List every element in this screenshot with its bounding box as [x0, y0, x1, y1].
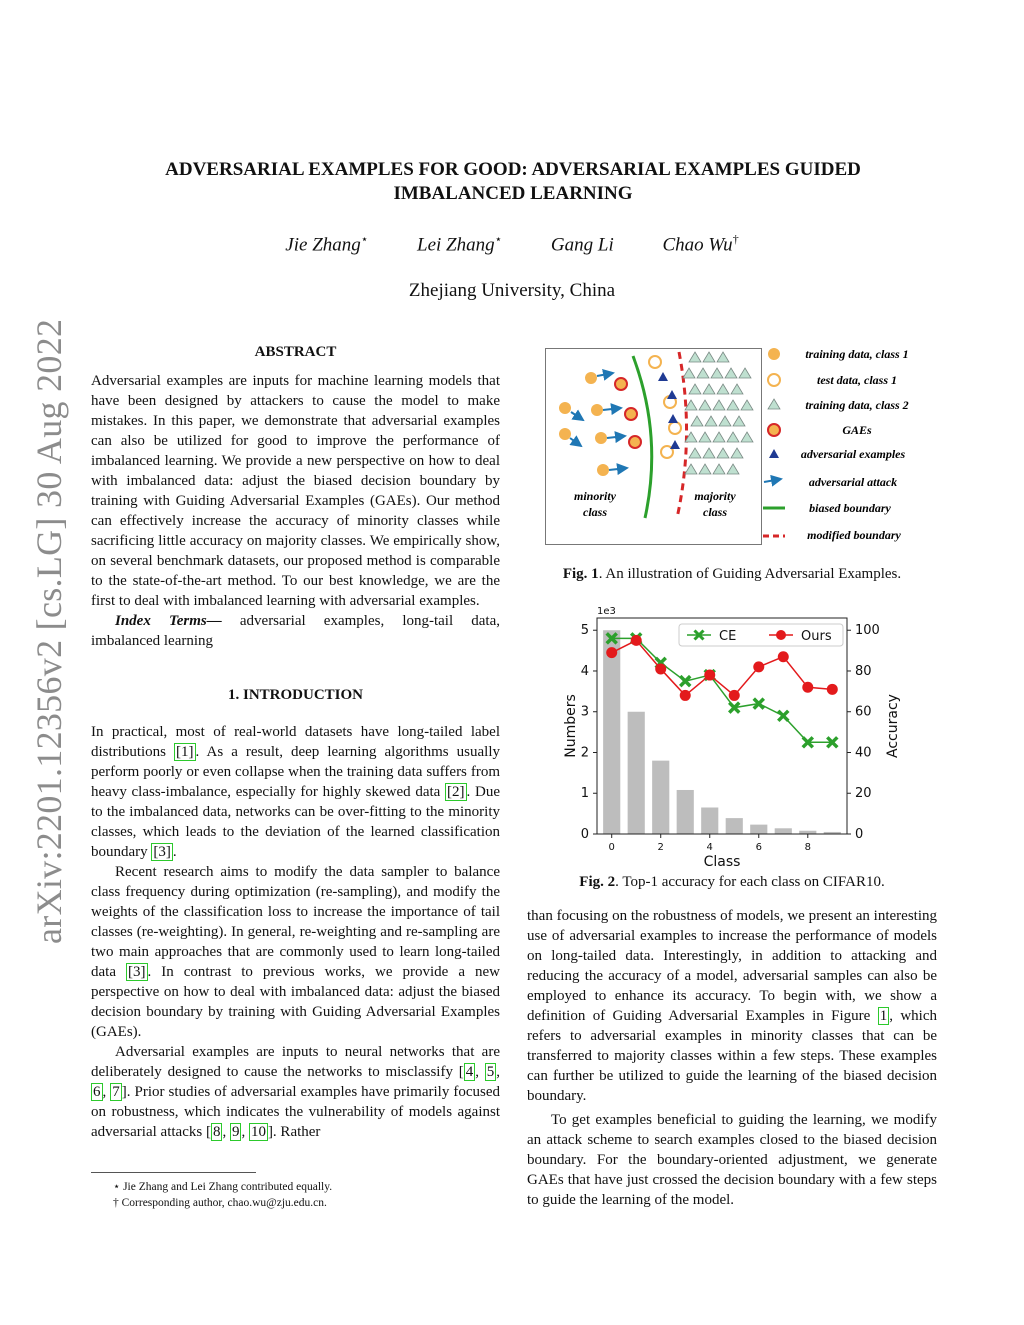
legend-label-ours: Ours	[801, 629, 832, 644]
legend-label: modified boundary	[807, 528, 901, 542]
point-ce-3	[680, 676, 690, 686]
right-tick-label: 40	[855, 745, 872, 761]
point-ours-8	[802, 682, 813, 693]
bar-class-6	[750, 825, 767, 834]
author: Gang Li	[550, 234, 614, 256]
minority-class-label-2: class	[583, 505, 607, 519]
author: Chao Wu†	[662, 232, 739, 256]
right-tick-label: 80	[855, 663, 872, 679]
majority-class-label-1: majority	[694, 489, 736, 503]
left-scale-label: 1e3	[597, 606, 616, 617]
abstract-text: Adversarial examples are inputs for machine learning models that have been designed by attackers to cause the model to make mistakes. In this paper, we demonstrate that adversarial examples can also be utilized for good to improve the performance of imbalanced learning. We provide a new perspective on how to deal with imbalanced data: adjust the biased decision boundary by training with Guiding Adversarial Examples (GAEs). Our method can effectively increase the accuracy of minority classes while sacrificing little accuracy on majority classes. We empirically show, on several benchmark datasets, our proposed method is comparable to the state-of-the-art method. To our best knowledge, we are the first to deal with imbalanced learning with adversarial examples.	[91, 373, 500, 609]
left-tick-label: 3	[580, 704, 589, 720]
bar-class-3	[677, 790, 694, 834]
figure-2-chart	[545, 602, 965, 872]
intro-paragraph-2: Recent research aims to modify the data sampler to balance class frequency during optimization (re-sampling), and modify the weights of the classification loss to increase the importance of tail classes (re-weighting). In general, re-weighting and re-sampling are two main approaches that are commonly used to learn long-tailed data [3] . In contrast to previous works, we provide a new perspective on how to deal with imbalanced data: adjust the biased decision boundary by training with Guiding Adversarial Examples (GAEs).	[91, 864, 500, 1040]
legend-marker-test-class1	[768, 374, 780, 386]
point-ours-4	[704, 670, 715, 681]
point-ours-0	[606, 647, 617, 658]
bar-class-1	[628, 712, 645, 834]
citation-link[interactable]: 7	[112, 1084, 120, 1100]
right-tick-label: 0	[855, 827, 864, 842]
figure-1	[545, 346, 925, 546]
right-tick-label: 100	[855, 623, 880, 639]
index-terms: Index Terms— adversarial examples, long-tail data, imbalanced learning	[91, 613, 500, 649]
legend-label: GAEs	[842, 423, 872, 437]
x-tick-label: 6	[755, 842, 762, 853]
left-tick-label: 5	[580, 623, 589, 639]
citation-link[interactable]: [1]	[176, 744, 194, 760]
legend-marker-training-class2	[768, 399, 780, 409]
intro-heading: 1. INTRODUCTION	[227, 687, 363, 703]
point-ours-5	[729, 690, 740, 701]
author: Jie Zhang⋆	[285, 232, 369, 256]
author-list	[0, 232, 1024, 256]
bar-class-0	[603, 630, 620, 834]
x-tick-label: 8	[804, 842, 811, 853]
legend-marker-attack	[764, 479, 781, 482]
right-column	[527, 906, 937, 1210]
intro-paragraph-1: In practical, most of real-world datasets have long-tailed label distributions [1] . As a result, deep learning algorithms usually perform poorly or even collapse when the training data suffers from heavy class-imbalance, especially for highly skewed data [2] . Due to the imbalanced data, networks can be over-fitting to the minority classes, which leads to the deviation of the learned classification boundary [3] .	[91, 724, 501, 860]
figure-1-legend	[763, 347, 909, 542]
x-axis-label: Class	[703, 854, 741, 870]
point-ours-2	[655, 663, 666, 674]
point-ours-6	[753, 661, 764, 672]
footnote-corresponding-author: † Corresponding author, chao.wu@zju.edu.cn.	[113, 1197, 327, 1209]
legend-label: adversarial attack	[808, 475, 898, 489]
x-tick-label: 2	[657, 842, 664, 853]
point-ours-9	[827, 684, 838, 695]
citation-link[interactable]: 9	[231, 1124, 240, 1140]
citation-link[interactable]: 8	[212, 1124, 221, 1140]
legend-label-ce: CE	[719, 629, 737, 644]
citation-link[interactable]: 6	[93, 1084, 101, 1100]
left-tick-label: 0	[580, 827, 589, 842]
series-line-ce	[612, 638, 833, 742]
left-tick-label: 4	[580, 663, 589, 679]
legend-label: training data, class 1	[805, 347, 909, 361]
citation-link[interactable]: [2]	[447, 784, 465, 800]
figure-1-caption: Fig. 1. An illustration of Guiding Adversarial Examples.	[562, 566, 902, 582]
left-tick-label: 2	[580, 745, 589, 761]
intro-paragraph-3: Adversarial examples are inputs to neural networks that are deliberately designed to cause the networks to misclassify [ 4 , 5 , 6 , 7 ]. Prior studies of adversarial examples have primarily focused on robustness, which indicates the vulnerability of models against adversarial attacks [ 8 , 9 , 10 ]. Rather	[91, 1044, 500, 1140]
abstract-heading: ABSTRACT	[254, 344, 337, 360]
figure-reference-link[interactable]: 1	[879, 1008, 888, 1024]
bar-class-7	[775, 828, 792, 834]
y-axis-label-right: Accuracy	[885, 694, 901, 758]
title-line-1: ADVERSARIAL EXAMPLES FOR GOOD: ADVERSARIAL EXAMPLES GUIDED	[165, 159, 861, 180]
point-ours-1	[631, 635, 642, 646]
minority-class-label-1: minority	[573, 489, 617, 503]
series-line-ours	[612, 640, 833, 695]
legend-label: test data, class 1	[817, 373, 897, 387]
title-line-2: IMBALANCED LEARNING	[393, 183, 633, 204]
citation-link[interactable]: 5	[486, 1064, 495, 1080]
legend-marker-training-class1	[768, 348, 780, 360]
right-tick-label: 20	[855, 786, 872, 802]
legend-label: adversarial examples	[800, 447, 906, 461]
footnotes	[91, 1172, 500, 1211]
chart-legend	[679, 624, 843, 646]
bar-class-5	[726, 818, 743, 834]
adversarial-example-points	[658, 372, 680, 449]
point-ours-7	[778, 651, 789, 662]
legend-marker-adversarial	[769, 449, 779, 458]
bar-series-numbers	[603, 630, 841, 834]
legend-marker-ours	[776, 630, 786, 640]
y-axis-label-left: Numbers	[563, 694, 579, 758]
left-tick-label: 1	[580, 786, 589, 802]
citation-link[interactable]: 10	[250, 1124, 266, 1140]
legend-label: biased boundary	[809, 501, 891, 515]
citation-link[interactable]: [3]	[153, 844, 171, 860]
arxiv-stamp: arXiv:2201.12356v2 [cs.LG] 30 Aug 2022	[29, 318, 69, 944]
paper-title	[90, 158, 936, 206]
intro-paragraph-4: than focusing on the robustness of models, we present an interesting use of adversarial examples to increase the performance of models on long-tailed data. Interestingly, in addition to attacking and reducing the accuracy of a model, adversarial samples can also be employed to enhance its accuracy. To begin with, we show a definition of Guiding Adversarial Examples in Figure 1 , which refers to adversarial examples in minority classes that can be transferred to majority classes within a few steps. These examples can further be utilized to guide the learning of the biased decision boundary.	[527, 908, 937, 1104]
footnote-equal-contribution: ⋆ Jie Zhang and Lei Zhang contributed equally.	[113, 1181, 333, 1193]
footnote-rule	[91, 1172, 256, 1173]
legend-marker-gae	[768, 424, 780, 436]
citation-link[interactable]: 4	[465, 1064, 474, 1080]
citation-link[interactable]: [3]	[128, 964, 146, 980]
left-column	[91, 344, 500, 1142]
point-ours-3	[680, 690, 691, 701]
right-tick-label: 60	[855, 704, 872, 720]
figure-2-caption: Fig. 2. Top-1 accuracy for each class on CIFAR10.	[579, 874, 885, 890]
x-tick-label: 0	[608, 842, 615, 853]
point-ce-7	[778, 711, 788, 721]
bar-class-4	[701, 808, 718, 834]
legend-label: training data, class 2	[805, 398, 909, 412]
x-tick-label: 4	[706, 842, 713, 853]
figure-1-illustration	[545, 346, 925, 546]
majority-class-label-2: class	[703, 505, 727, 519]
class2-training-points	[683, 352, 753, 474]
bar-class-2	[652, 761, 669, 834]
index-terms-label: Index Terms—	[115, 613, 222, 629]
affiliation: Zhejiang University, China	[408, 280, 616, 301]
intro-paragraph-5: To get examples beneficial to guiding the learning, we modify an attack scheme to search examples closed to the biased decision boundary. For the boundary-oriented adjustment, we generate GAEs that have just crossed the decision boundary with a few steps to guide the learning of the model.	[527, 1112, 937, 1208]
author: Lei Zhang⋆	[417, 232, 503, 256]
